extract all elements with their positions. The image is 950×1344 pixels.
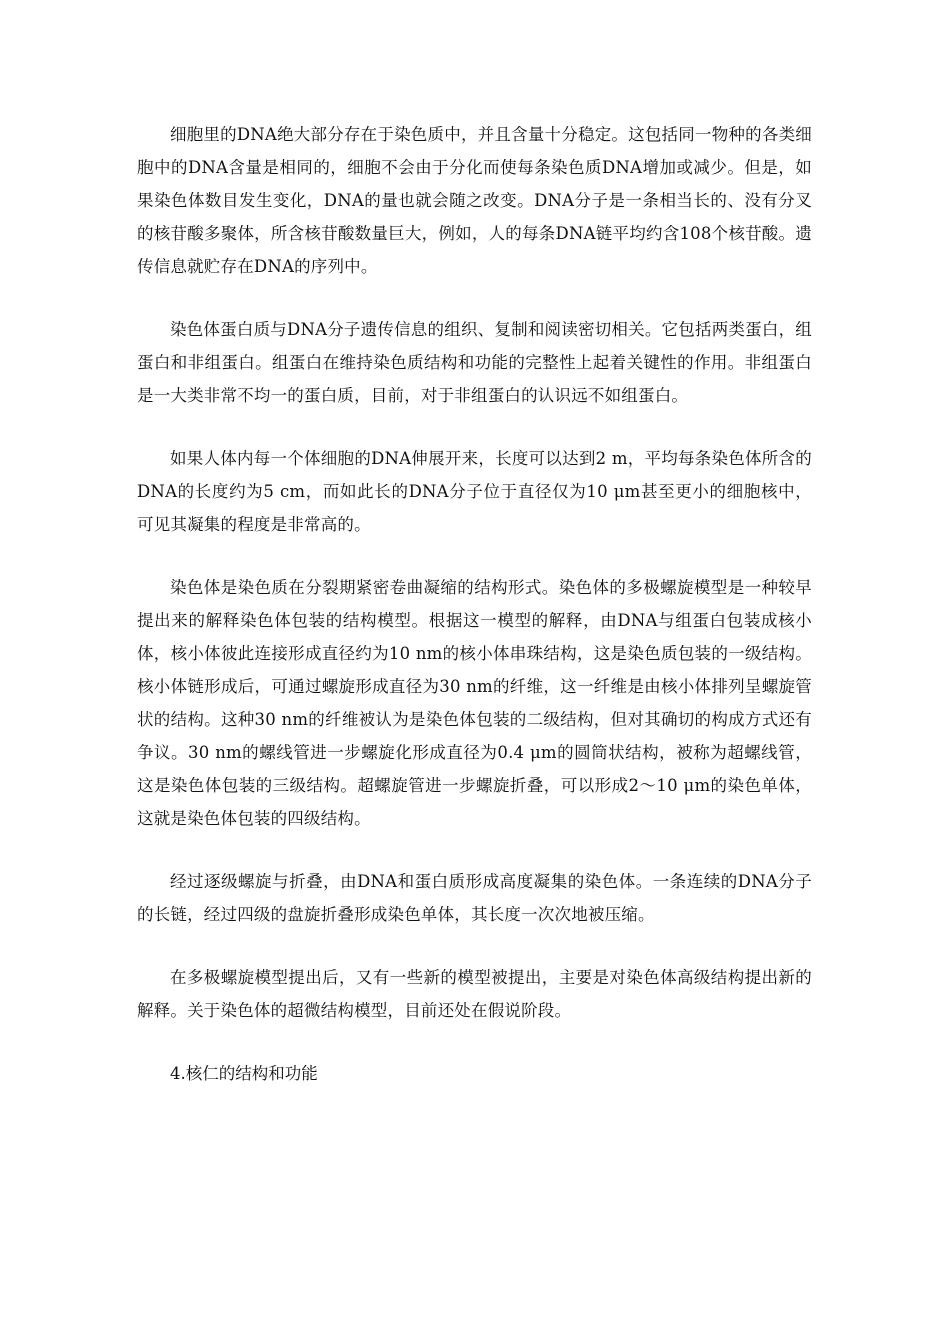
paragraph-new-models: 在多极螺旋模型提出后，又有一些新的模型被提出，主要是对染色体高级结构提出新的解释。关于染色体的超微结构模型，目前还处在假说阶段。 <box>137 968 812 1020</box>
paragraph-chromosomal-proteins: 染色体蛋白质与DNA分子遗传信息的组织、复制和阅读密切相关。它包括两类蛋白，组蛋白和非组蛋白。组蛋白在维持染色质结构和功能的完整性上起着关键性的作用。非组蛋白是一大类非常不均一的蛋白质，目前，对于非组蛋白的认识远不如组蛋白。 <box>137 320 812 405</box>
paragraph-condensation-summary: 经过逐级螺旋与折叠，由DNA和蛋白质形成高度凝集的染色体。一条连续的DNA分子的长链，经过四级的盘旋折叠形成染色单体，其长度一次次地被压缩。 <box>137 872 812 924</box>
paragraph-multilevel-helix-model: 染色体是染色质在分裂期紧密卷曲凝缩的结构形式。染色体的多极螺旋模型是一种较早提出来的解释染色体包装的结构模型。根据这一模型的解释，由DNA与组蛋白包装成核小体，核小体彼此连接形成直径约为10 nm的核小体串珠结构，这是染色质包装的一级结构。核小体链形成后，可通过螺旋形成直径为30 nm的纤维，这一纤维是由核小体排列呈螺旋管状的结构。这种30 nm的纤维被认为是染色体包装的二级结构，但对其确切的构成方式还有争议。30 nm的螺线管进一步螺旋化形成直径为0.4 μm的圆筒状结构，被称为超螺线管，这是染色体包装的三级结构。超螺旋管进一步螺旋折叠，可以形成2～10 μm的染色单体，这就是染色体包装的四级结构。 <box>137 578 812 828</box>
paragraph-dna-length: 如果人体内每一个体细胞的DNA伸展开来，长度可以达到2 m，平均每条染色体所含的DNA的长度约为5 cm，而如此长的DNA分子位于直径仅为10 μm甚至更小的细胞核中，可见其凝集的程度是非常高的。 <box>137 449 812 534</box>
paragraph-dna-content: 细胞里的DNA绝大部分存在于染色质中，并且含量十分稳定。这包括同一物种的各类细胞中的DNA含量是相同的，细胞不会由于分化而使每条染色质DNA增加或减少。但是，如果染色体数目发生变化，DNA的量也就会随之改变。DNA分子是一条相当长的、没有分叉的核苷酸多聚体，所含核苷酸数量巨大，例如，人的每条DNA链平均约含108个核苷酸。遗传信息就贮存在DNA的序列中。 <box>137 125 812 276</box>
section-heading-nucleolus: 4.核仁的结构和功能 <box>170 1064 318 1083</box>
